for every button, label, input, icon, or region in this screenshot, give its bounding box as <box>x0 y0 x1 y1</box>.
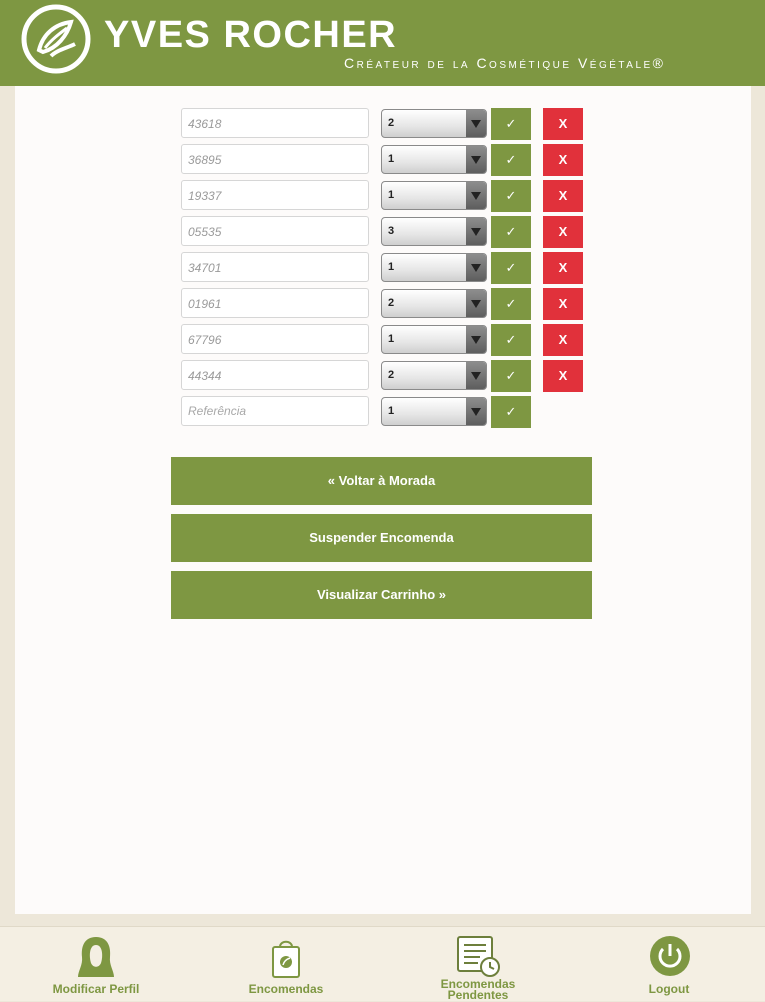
quantity-value: 1 <box>388 333 395 345</box>
delete-line-button[interactable]: X <box>543 216 583 248</box>
order-line <box>15 108 751 140</box>
leaf-logo-icon <box>21 4 91 74</box>
order-line <box>15 216 751 248</box>
suspend-order-button[interactable]: Suspender Encomenda <box>171 514 592 562</box>
reference-field[interactable]: 44344 <box>181 360 369 390</box>
delete-line-button[interactable]: X <box>543 108 583 140</box>
order-form <box>15 86 751 914</box>
confirm-line-button[interactable]: ✓ <box>491 324 531 356</box>
bottom-nav <box>0 926 765 1001</box>
nav-orders[interactable] <box>226 927 346 1001</box>
nav-label: Encomendas <box>248 982 324 996</box>
delete-line-button[interactable]: X <box>543 360 583 392</box>
chevron-down-icon <box>466 182 486 209</box>
delete-line-button[interactable]: X <box>543 144 583 176</box>
confirm-line-button[interactable]: ✓ <box>491 108 531 140</box>
quantity-select[interactable] <box>381 289 487 318</box>
shopping-bag-icon <box>271 937 301 979</box>
order-line <box>15 360 751 392</box>
reference-field[interactable]: 43618 <box>181 108 369 138</box>
brand-tagline: Créateur de la Cosmétique Végétale® <box>344 55 666 71</box>
brand-name: YVES ROCHER <box>104 14 398 56</box>
delete-line-button[interactable]: X <box>543 180 583 212</box>
chevron-down-icon <box>466 110 486 137</box>
reference-field[interactable]: 67796 <box>181 324 369 354</box>
view-cart-button[interactable]: Visualizar Carrinho » <box>171 571 592 619</box>
quantity-value: 3 <box>388 225 395 237</box>
reference-field[interactable]: 01961 <box>181 288 369 318</box>
delete-line-button[interactable]: X <box>543 252 583 284</box>
reference-field[interactable]: 34701 <box>181 252 369 282</box>
reference-field[interactable]: 19337 <box>181 180 369 210</box>
nav-label: Modificar Perfil <box>52 982 140 996</box>
quantity-value: 2 <box>388 297 395 309</box>
new-order-line <box>15 396 751 428</box>
order-line <box>15 324 751 356</box>
add-line-button[interactable]: ✓ <box>491 396 531 428</box>
quantity-select[interactable] <box>381 361 487 390</box>
quantity-select[interactable] <box>381 325 487 354</box>
order-line <box>15 252 751 284</box>
pending-orders-icon <box>456 935 502 977</box>
confirm-line-button[interactable]: ✓ <box>491 252 531 284</box>
order-line <box>15 144 751 176</box>
chevron-down-icon <box>466 254 486 281</box>
quantity-value: 1 <box>388 261 395 273</box>
delete-line-button[interactable]: X <box>543 324 583 356</box>
order-line <box>15 288 751 320</box>
nav-label: Encomendas Pendentes <box>440 977 516 1002</box>
confirm-line-button[interactable]: ✓ <box>491 288 531 320</box>
profile-icon <box>76 935 116 979</box>
quantity-select[interactable] <box>381 253 487 282</box>
confirm-line-button[interactable]: ✓ <box>491 360 531 392</box>
chevron-down-icon <box>466 218 486 245</box>
confirm-line-button[interactable]: ✓ <box>491 144 531 176</box>
chevron-down-icon <box>466 362 486 389</box>
nav-label: Logout <box>648 982 690 996</box>
quantity-select[interactable] <box>381 145 487 174</box>
confirm-line-button[interactable]: ✓ <box>491 216 531 248</box>
nav-logout[interactable] <box>609 927 729 1001</box>
quantity-select[interactable] <box>381 181 487 210</box>
quantity-select[interactable] <box>381 109 487 138</box>
back-to-address-button[interactable]: « Voltar à Morada <box>171 457 592 505</box>
order-line <box>15 180 751 212</box>
quantity-value: 1 <box>388 153 395 165</box>
nav-pending-orders[interactable] <box>418 927 538 1001</box>
power-icon <box>649 935 691 977</box>
chevron-down-icon <box>466 290 486 317</box>
nav-modify-profile[interactable] <box>36 927 156 1001</box>
confirm-line-button[interactable]: ✓ <box>491 180 531 212</box>
quantity-value: 2 <box>388 369 395 381</box>
chevron-down-icon <box>466 326 486 353</box>
reference-field[interactable]: 36895 <box>181 144 369 174</box>
chevron-down-icon <box>466 398 486 425</box>
quantity-select[interactable] <box>381 397 487 426</box>
chevron-down-icon <box>466 146 486 173</box>
reference-field[interactable]: 05535 <box>181 216 369 246</box>
quantity-value: 1 <box>388 405 395 417</box>
quantity-select[interactable] <box>381 217 487 246</box>
new-reference-input[interactable] <box>181 396 369 426</box>
quantity-value: 1 <box>388 189 395 201</box>
quantity-value: 2 <box>388 117 395 129</box>
app-header <box>0 0 765 86</box>
delete-line-button[interactable]: X <box>543 288 583 320</box>
